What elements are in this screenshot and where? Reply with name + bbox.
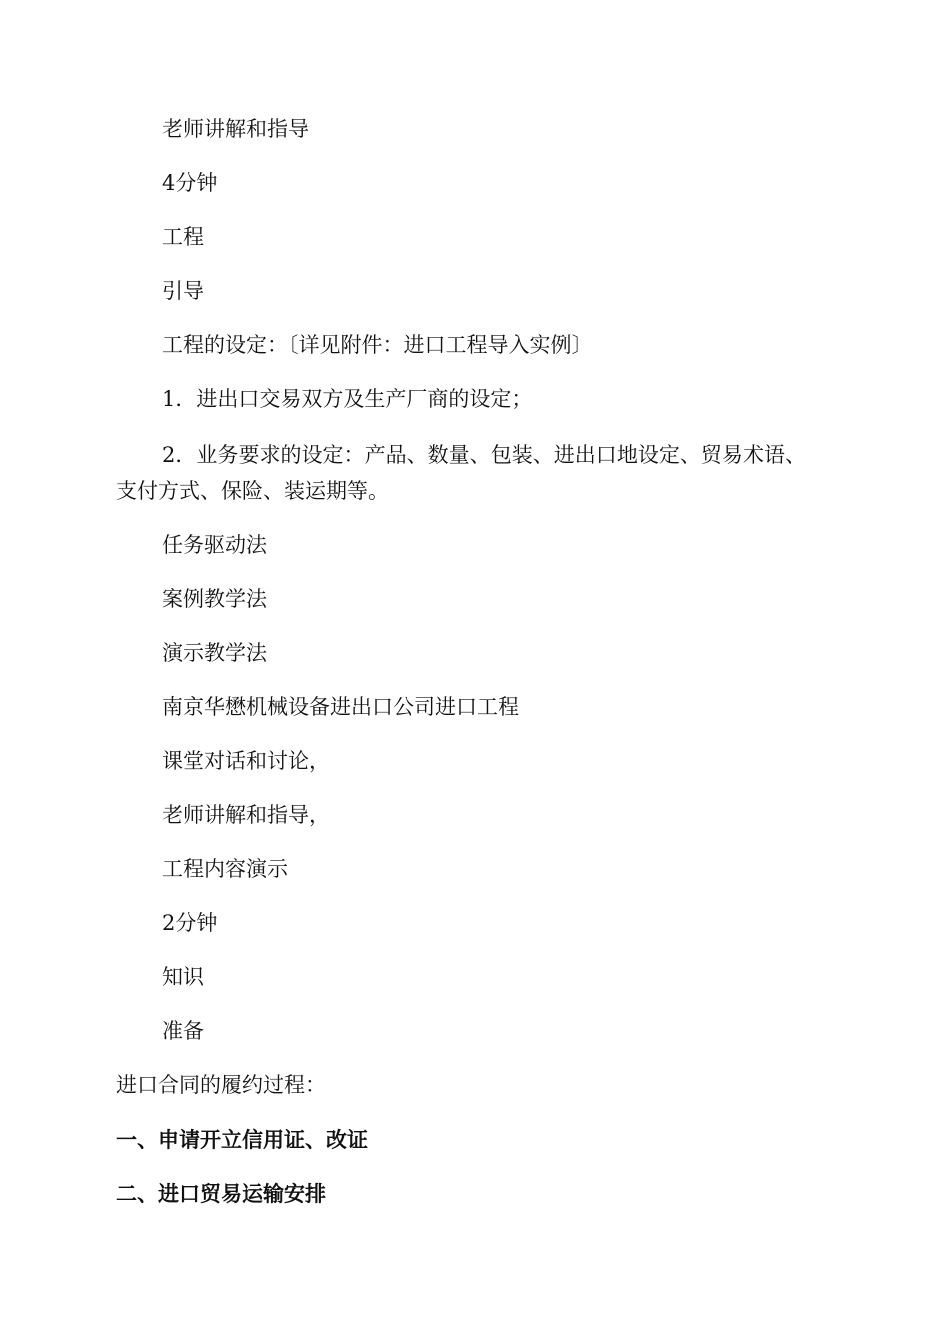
- text-line: 引导: [162, 279, 204, 303]
- text-line: 工程: [162, 225, 204, 249]
- text-line: 工程内容演示: [162, 857, 288, 881]
- text-line: 案例教学法: [162, 587, 267, 611]
- text-line: 4分钟: [162, 171, 218, 195]
- text-paragraph: 2．业务要求的设定：产品、数量、包装、进出口地设定、贸易术语、支付方式、保险、装运期等。: [116, 443, 806, 503]
- text-line: 准备: [162, 1019, 204, 1043]
- text-line: 2分钟: [162, 911, 218, 935]
- section-intro: 进口合同的履约过程：: [116, 1073, 326, 1097]
- text-line: 课堂对话和讨论，: [162, 749, 330, 773]
- section-heading: 二、进口贸易运输安排: [116, 1182, 326, 1206]
- text-line: 老师讲解和指导: [162, 117, 309, 141]
- section-heading: 一、申请开立信用证、改证: [116, 1128, 368, 1152]
- text-line: 1．进出口交易双方及生产厂商的设定；: [162, 387, 533, 411]
- text-line: 演示教学法: [162, 641, 267, 665]
- text-line: 任务驱动法: [162, 533, 267, 557]
- text-line: 南京华懋机械设备进出口公司进口工程: [162, 695, 519, 719]
- text-line: 工程的设定：〔详见附件：进口工程导入实例〕: [162, 333, 593, 357]
- text-line: 老师讲解和指导，: [162, 803, 330, 827]
- text-line: 知识: [162, 965, 204, 989]
